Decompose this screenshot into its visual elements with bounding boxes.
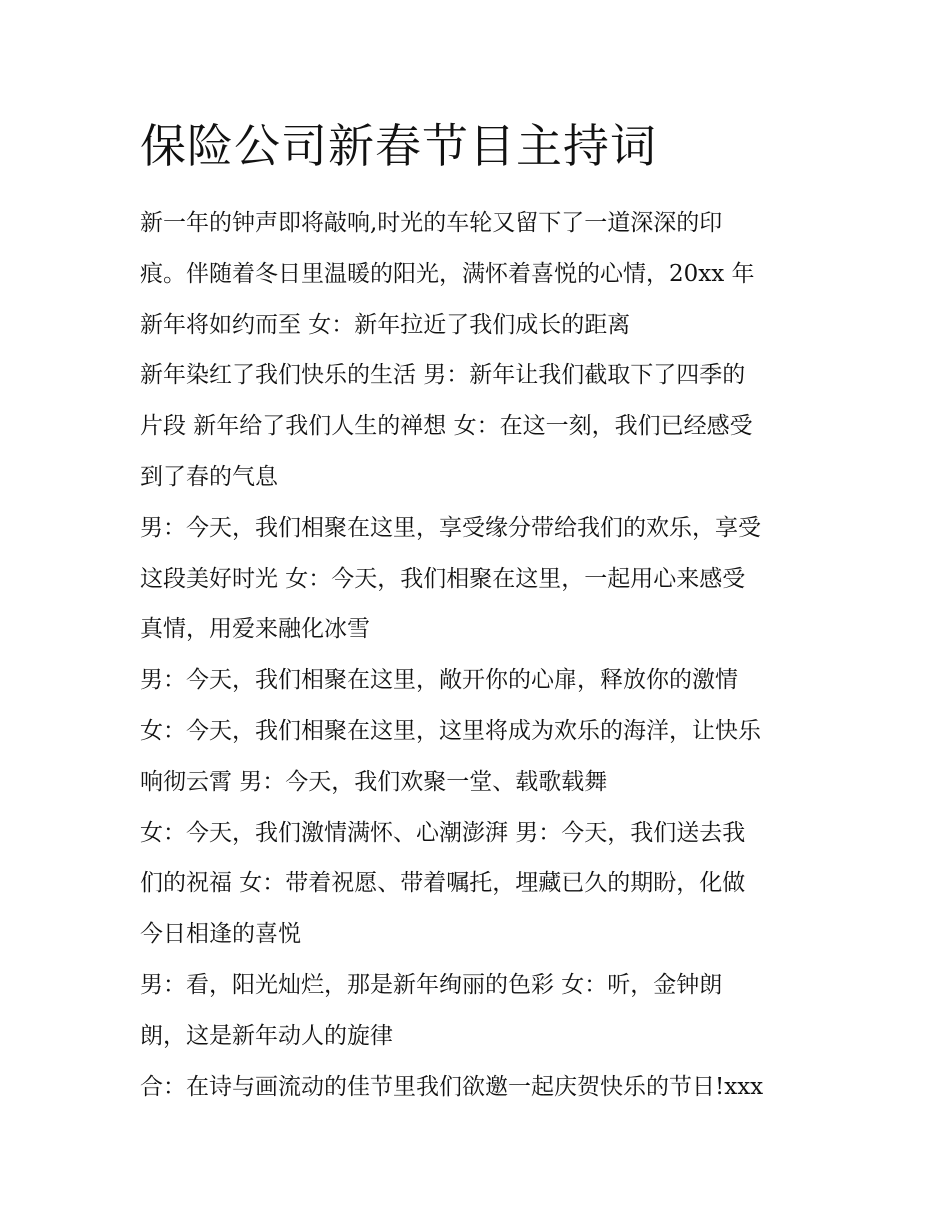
text-line: 新年将如约而至 女：新年拉近了我们成长的距离: [140, 311, 631, 338]
text-line: 响彻云霄 男：今天，我们欢聚一堂、载歌载舞: [140, 768, 608, 795]
text-line: 这段美好时光 女：今天，我们相聚在这里，一起用心来感受: [140, 565, 746, 592]
document-body: [140, 198, 840, 1112]
text-line: 合：在诗与画流动的佳节里我们欲邀一起庆贺快乐的节日!xxx: [140, 1073, 764, 1100]
text-line: 到了春的气息: [140, 463, 278, 490]
text-line: 男：今天，我们相聚在这里，享受缘分带给我们的欢乐，享受: [140, 514, 761, 541]
text-line: 女：今天，我们相聚在这里，这里将成为欢乐的海洋，让快乐: [140, 717, 761, 744]
text-line: 朗，这是新年动人的旋律: [140, 1022, 393, 1049]
text-line: 真情，用爱来融化冰雪: [140, 616, 370, 643]
text-line: 今日相逢的喜悦: [140, 921, 301, 948]
text-line: 男：今天，我们相聚在这里，敞开你的心扉，释放你的激情: [140, 667, 738, 694]
text-line: 男：看，阳光灿烂，那是新年绚丽的色彩 女：听，金钟朗: [140, 971, 723, 998]
text-line: 片段 新年给了我们人生的禅想 女：在这一刻，我们已经感受: [140, 413, 753, 440]
text-line: 新一年的钟声即将敲响,时光的车轮又留下了一道深深的印: [140, 210, 723, 236]
document-title: 保险公司新春节目主持词: [140, 119, 657, 173]
text-line: 们的祝福 女：带着祝愿、带着嘱托，埋藏已久的期盼，化做: [140, 870, 746, 897]
text-line: 痕。伴随着冬日里温暖的阳光，满怀着喜悦的心情，20xx 年: [140, 260, 755, 287]
text-line: 新年染红了我们快乐的生活 男：新年让我们截取下了四季的: [140, 362, 746, 389]
text-line: 女：今天，我们激情满怀、心潮澎湃 男：今天，我们送去我: [140, 819, 746, 846]
